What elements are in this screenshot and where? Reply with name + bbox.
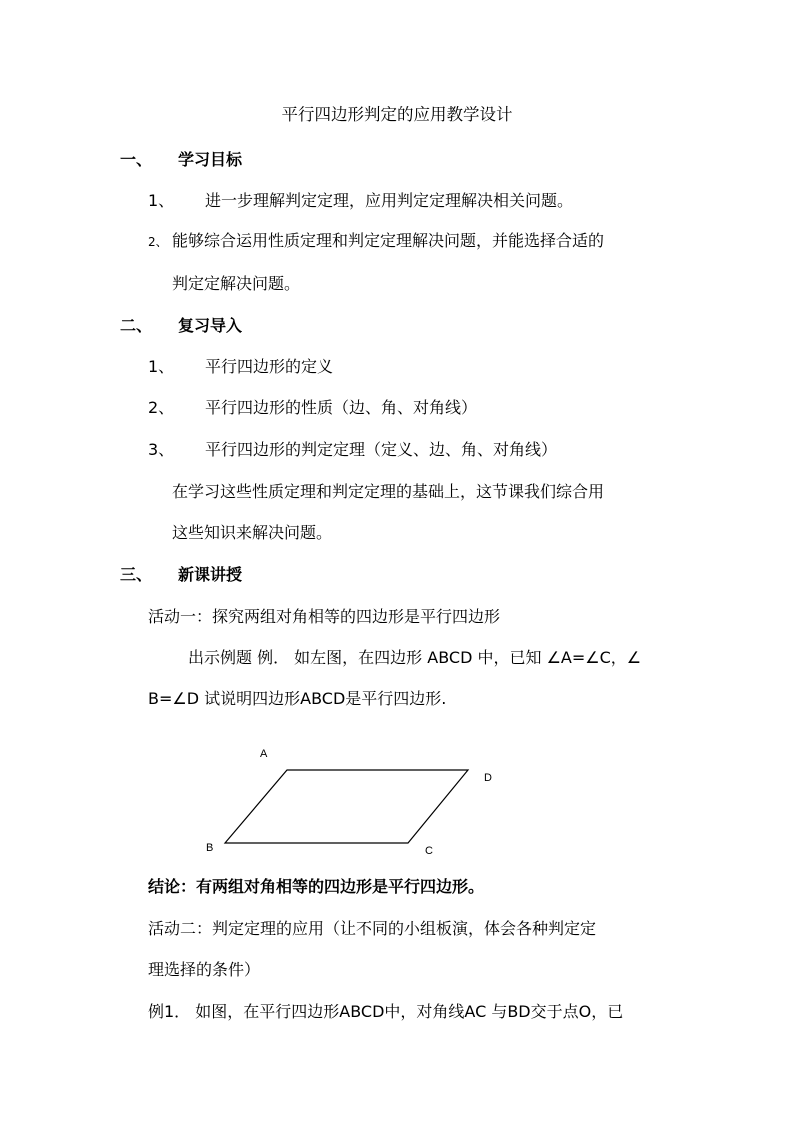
section1-item2-continuation: 判定定解决问题。	[172, 274, 301, 293]
section1-item1-number: 1、	[148, 191, 175, 210]
section1-item2-number: 2、	[148, 235, 168, 249]
section1-number: 一、	[120, 150, 153, 169]
section2-item2-number: 2、	[148, 398, 175, 417]
activity2-line1: 活动二：判定定理的应用（让不同的小组板演，体会各种判定定	[148, 919, 597, 938]
section1-item2-text: 能够综合运用性质定理和判定定理解决问题，并能选择合适的	[172, 231, 605, 250]
example-line1: 出示例题 例． 如左图，在四边形 ABCD 中，已知 ∠A=∠C，∠	[188, 648, 642, 667]
section1-item1-text: 进一步理解判定定理，应用判定定理解决相关问题。	[205, 191, 574, 210]
section2-item3-text: 平行四边形的判定定理（定义、边、角、对角线）	[205, 440, 558, 459]
section3-number: 三、	[120, 565, 153, 584]
section2-heading: 复习导入	[178, 316, 243, 335]
section2-number: 二、	[120, 316, 153, 335]
example-line2: B=∠D 试说明四边形ABCD是平行四边形.	[148, 689, 447, 708]
example2-text: 例1． 如图，在平行四边形ABCD中，对角线AC 与BD交于点O，已	[148, 1002, 624, 1021]
section2-item1-number: 1、	[148, 357, 175, 376]
section2-paragraph-line2: 这些知识来解决问题。	[172, 523, 333, 542]
vertex-label-c: C	[425, 845, 433, 857]
vertex-label-d: D	[484, 772, 492, 784]
activity1-text: 活动一：探究两组对角相等的四边形是平行四边形	[148, 607, 501, 626]
section2-paragraph-line1: 在学习这些性质定理和判定定理的基础上，这节课我们综合用	[172, 482, 605, 501]
vertex-label-b: B	[206, 842, 214, 854]
section1-heading: 学习目标	[178, 150, 243, 169]
vertex-label-a: A	[260, 748, 268, 760]
section3-heading: 新课讲授	[178, 565, 243, 584]
conclusion-text: 结论：有两组对角相等的四边形是平行四边形。	[148, 877, 485, 896]
section2-item3-number: 3、	[148, 440, 175, 459]
section2-item2-text: 平行四边形的性质（边、角、对角线）	[205, 398, 478, 417]
activity2-line2: 理选择的条件）	[148, 960, 261, 979]
section2-item1-text: 平行四边形的定义	[205, 357, 334, 376]
parallelogram-shape	[225, 770, 468, 843]
document-title: 平行四边形判定的应用教学设计	[281, 105, 513, 124]
